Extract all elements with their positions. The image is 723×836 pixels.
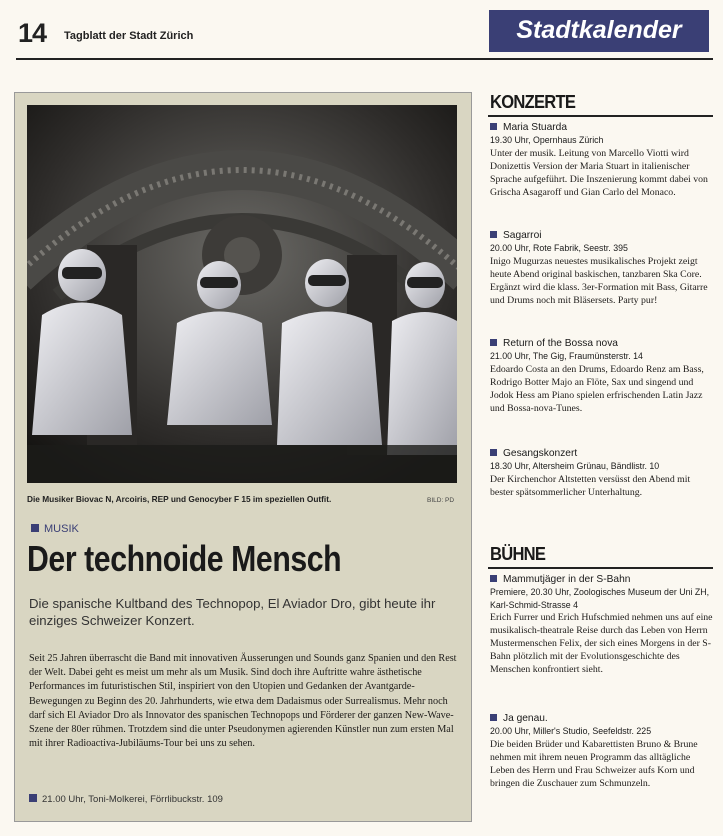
event-time-place: 19.30 Uhr, Opernhaus Zürich [490, 135, 604, 145]
event-description: Inigo Mugurzas neuestes musikalisches Projekt zeigt heute Abend original baskischen, tanzbaren Ska Core. Ergänzt wird die klass. 3er-Formation mit Bass, Gitarre und Drums noch mit Bläsersets. Party pur! [490, 255, 708, 306]
event-title [490, 229, 715, 242]
event-description: Die beiden Brüder und Kabarettisten Bruno & Brune nehmen mit ihrem neuen Programm das alltägliche Leben des Herrn und Frau Schweizer aufs Korn und bringen die Zuschauer zum Schmunzeln. [490, 738, 698, 789]
event-description: Der Kirchenchor Altstetten versüsst den Abend mit bester spätsommerlicher Unterhaltung. [490, 473, 691, 498]
event-time-place: 21.00 Uhr, The Gig, Fraumünsterstr. 14 [490, 351, 643, 361]
event-title-text: Ja genau. [503, 713, 548, 724]
article-lead: Die spanische Kultband des Technopop, El Aviador Dro, gibt heute ihr einziges Schweizer Konzert. [29, 596, 436, 628]
square-bullet-icon [490, 575, 497, 582]
rubric-label [31, 523, 79, 535]
event-time-place: Premiere, 20.30 Uhr, Zoologisches Museum der Uni ZH, Karl-Schmid-Strasse 4 [490, 587, 710, 610]
square-bullet-icon [490, 231, 497, 238]
event-description: Erich Furrer und Erich Hufschmied nehmen uns auf eine musikalisch-theatrale Reise durch das Leben von Herrn Mustermenschen Felix, der sich eines Morgens in der S-Bahn plötzlich mit der Evolutionsgeschichte des Menschen konfrontiert sieht. [490, 612, 713, 676]
event-description: Edoardo Costa an den Drums, Edoardo Renz am Bass, Rodrigo Botter Majo an Flöte, Sax und singend und Jodok Hess am Piano spielen erfrischenden Latin Jazz und Bossa-nova-Tunes. [490, 363, 704, 414]
square-bullet-icon [490, 123, 497, 130]
section-banner [489, 10, 709, 52]
event-listing [490, 229, 715, 307]
event-title-text: Maria Stuarda [503, 122, 567, 133]
article-headline: Der technoide Mensch [27, 538, 342, 579]
page-number: 14 [18, 18, 47, 48]
rubric-text: MUSIK [44, 523, 79, 535]
event-title [490, 573, 715, 586]
event-listing [490, 573, 715, 676]
event-time-place: 20.00 Uhr, Rote Fabrik, Seestr. 395 [490, 243, 628, 253]
section-rule [488, 567, 713, 569]
square-bullet-icon [31, 524, 39, 532]
header-rule [16, 58, 713, 60]
square-bullet-icon [490, 339, 497, 346]
band-photo [27, 105, 457, 483]
event-listing [490, 712, 715, 790]
event-title [490, 712, 715, 725]
band-photo-illustration [27, 105, 457, 483]
venue-text: 21.00 Uhr, Toni-Molkerei, Förrlibuckstr. 109 [42, 794, 223, 805]
event-time-place: 18.30 Uhr, Altersheim Grünau, Bändlistr. 10 [490, 461, 660, 471]
photo-credit: BILD: PD [427, 497, 455, 504]
section-heading-buehne: BÜHNE [490, 544, 546, 564]
event-title [490, 447, 715, 460]
article-venue [29, 794, 223, 805]
article-body: Seit 25 Jahren überrascht die Band mit innovativen Äusserungen und Sounds ganz Spanien und den Rest der Welt. Dabei geht es meist um mehr als um Musik. Sind doch ihre Auftritte wahre ästhetische Performances im futuristischen Stil, inspiriert von den Utopien und Gedanken der Avantgarde-Bewegungen zu Beginn des 20. Jahrhunderts, wie etwa dem Dadaismus oder Surrealismus. Mehr noch darf sich El Aviador Dro als Innovator des spanischen Technopops und Förderer der ganzen New-Wave-Szene der 80er rühmen. Trotzdem sind die unter Pseudonymen agierenden Künstler nun zum ersten Mal mit ihrer Radioactiva-Jubiläums-Tour bei uns zu sehen. [29, 653, 457, 750]
event-title-text: Return of the Bossa nova [503, 338, 618, 349]
section-heading-konzerte: KONZERTE [490, 92, 576, 112]
section-rule [488, 115, 713, 117]
event-title-text: Gesangskonzert [503, 448, 578, 459]
square-bullet-icon [490, 714, 497, 721]
event-description: Unter der musik. Leitung von Marcello Viotti wird Donizettis Version der Maria Stuart in italienischer Sprache aufgeführt. Die Inszenierung kommt dabei von Grischa Asagaroff und Gian Carlo del Monaco. [490, 147, 708, 198]
event-title [490, 337, 715, 350]
event-listing [490, 337, 715, 415]
publication-name: Tagblatt der Stadt Zürich [64, 30, 194, 42]
section-title: Stadtkalender [516, 16, 682, 44]
event-listing [490, 121, 715, 199]
event-time-place: 20.00 Uhr, Miller's Studio, Seefeldstr. 225 [490, 726, 652, 736]
square-bullet-icon [29, 794, 37, 802]
event-title [490, 121, 715, 134]
event-title-text: Mammutjäger in der S-Bahn [503, 574, 631, 585]
photo-caption: Die Musiker Biovac N, Arcoiris, REP und Genocyber F 15 im speziellen Outfit. [27, 494, 332, 504]
event-listing [490, 447, 715, 499]
feature-article [14, 92, 472, 822]
event-title-text: Sagarroi [503, 230, 542, 241]
square-bullet-icon [490, 449, 497, 456]
